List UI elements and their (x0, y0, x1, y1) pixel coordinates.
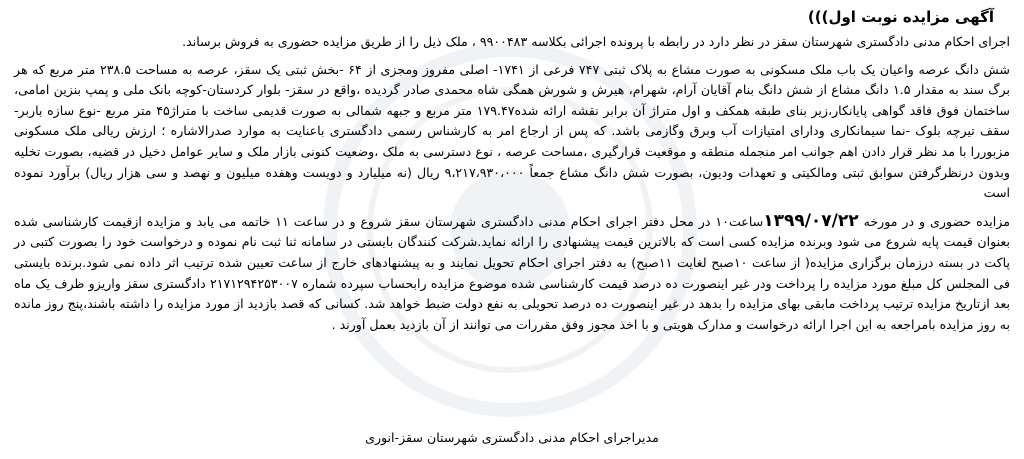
property-description: شش دانگ عرصه واعیان یک باب ملک مسکونی به صورت مشاع به پلاک ثبتی ۷۴۷ فرعی از ۱۷۴۱- اصلی مفروز ومجزی از ۶۴ -بخش ثبتی یک سقز، عرصه به مساحت ۲۳۸.۵ متر مربع که هر برگ سند به مقدار ۱.۵ دانگ مشاع از شش دانگ بنام آقایان آرام، شهرام، هیرش و شورش همگی شاه محمدی صادر گردیده ،واقع در سقز- بلوار کردستان-کوچه بانک ملی و پمپ بنزین امامی، ساختمان فوق فاقد گواهی پایانکار،زیر بنای طبقه همکف و اول متراژ آن برابر نقشه ارائه شده۱۷۹.۴۷ متر مربع و جبهه شمالی به صورت قدیمی ساخت با متراژ۴۵ متر مربع -نوع سازه باربر- سقف تیرچه بلوک -نما سیمانکاری ودارای امتیازات آب وبرق وگازمی باشد. که پس از ارجاع امر به کارشناس رسمی دادگستری باعنایت به موارد صدرالاشاره ؛ ارزش ریالی ملک مسکونی مزبوررا با مد نظر قرار دادن اهم جوانب امر منجمله منطقه و موقعیت قرارگیری ،مساحت عرصه ، نوع دسترسی به ملک ،وضعیت کنونی بازار ملک و سایر عوامل دخیل در قضیه، بصورت تخلیه وبدون درنظرگرفتن سوابق ثبتی ومالکیتی و تعهدات ودیون، بصورت شش دانگ مشاع جمعاً ۹،۲۱۷،۹۳۰،۰۰۰ ریال (نه میلیارد و دویست وهفده میلیون و نهصد و سی هزار ریال) برآورد نموده است (14, 61, 1010, 201)
auction-terms-prefix: مزایده حضوری و در مورخه (858, 213, 1011, 229)
auction-terms (14, 211, 1010, 336)
auction-terms-body: ساعت۱۰ در محل دفتر اجرای احکام مدنی دادگستری شهرستان سقز شروع و در ساعت ۱۱ خاتمه می یابد و مزایده ازقیمت کارشناسی شده بعنوان قیمت پایه شروع می شود وبرنده مزایده کسی است که بالاترین قیمت پیشنهادی را ارائه نماید.شرکت کنندگان بایستی در سامانه ثنا ثبت نام نموده و درخواست خود را بصورت کتبی در پاکت در بسته درزمان برگزاری مزایده( از ساعت ۱۰صبح لغایت ۱۱صبح) به دفتر اجرای احکام تحویل نمایند و به پیشنهادهای خارج از ساعت تعیین شده ترتیب اثر داده نمی شود.برنده بایستی فی المجلس کل مبلغ مورد مزایده را پرداخت ودر غیر اینصورت ده درصد قیمت کارشناسی شده موضوع مزایده رابحساب سپرده شماره ۲۱۷۱۲۹۴۲۵۳۰۰۷ دادگستری سقز واریزو ظرف یک ماه بعد ازتاریخ مزایده ترتیب پرداخت مابقی بهای مزایده را بدهد در غیر اینصورت ده درصد تحویلی به نفع دولت ضبط خواهد شد. کسانی که قصد بازدید از مورد مزایده را داشته باشند،پنج روز مانده به روز مزایده بامراجعه به این اجرا ارائه درخواست و مدارک هویتی و با اخذ مجوز وفق مقررات می توانند از آن بازدید بعمل آورند . (14, 213, 1010, 332)
auction-date: ۱۳۹۹/۰۷/۲۲ (763, 210, 859, 231)
notice-title: آگهی مزایده نوبت اول))) (807, 8, 994, 26)
notice-intro: اجرای احکام مدنی دادگستری شهرستان سقز در نظر دارد در رابطه با پرونده اجرائی بکلاسه ۹۹۰۰۴۸۳ ، ملک ذیل را از طریق مزایده حضوری به فروش برساند. (182, 34, 1010, 49)
auction-notice (14, 4, 1010, 342)
signature-line: مدیراجرای احکام مدنی دادگستری شهرستان سقز-انوری (365, 430, 659, 445)
